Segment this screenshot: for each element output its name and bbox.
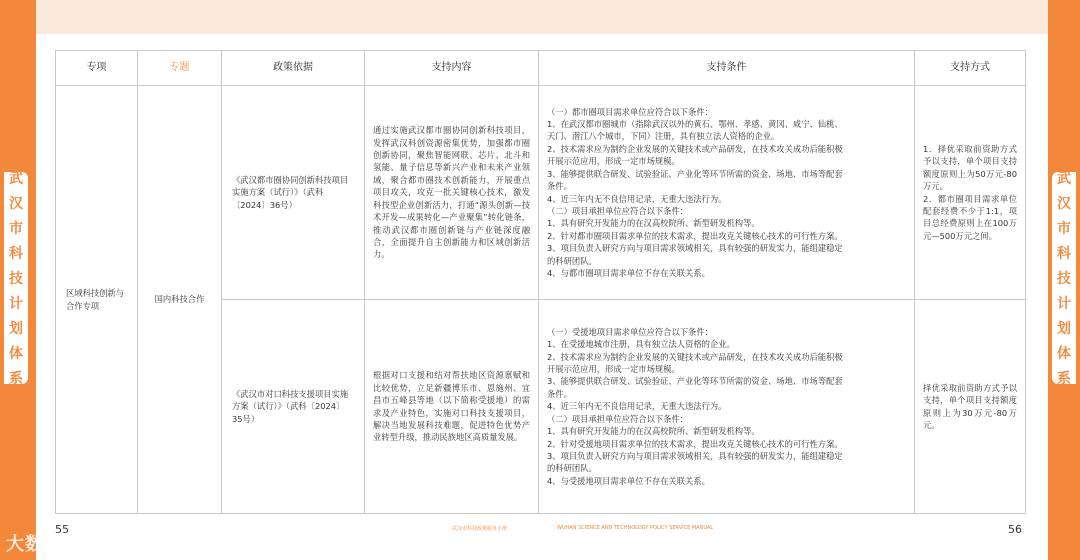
condition-line: 天门、潜江八个城市，下同）注册，具有独立法人资格的企业。	[547, 131, 780, 142]
side-label-char: 武	[9, 170, 23, 187]
header-conditions: 支持条件	[539, 51, 915, 86]
condition-line: （一）受援地项目需求单位应符合以下条件：	[547, 326, 713, 337]
table-row	[56, 86, 1026, 300]
content-cell: 通过实施武汉都市圈协同创新科技项目，发挥武汉科创资源密集优势，加强都市圈创新协同，聚焦智能网联、芯片、北斗和氢能、量子信息等新兴产业和未来产业领域，聚合都市圈技术创新能力，开展重点项目攻关，攻克一批关键核心技术，激发科技型企业创新活力，打通“源头创新—技术开发—成果转化—产业聚集”转化链条，推动武汉都市圈创新链与产业链深度融合，全面提升自主创新能力和区域创新活力。	[365, 86, 539, 300]
footer-title: 武汉市科技政策服务手册	[452, 526, 508, 532]
table-header-row	[56, 51, 1026, 86]
condition-line: 开展示范应用，形成一定市场规模。	[547, 364, 680, 375]
condition-line: 1、在受援地城市注册，具有独立法人资格的企业。	[547, 339, 735, 350]
condition-line: 的科研团队。	[547, 463, 597, 474]
side-label-char: 系	[9, 370, 23, 387]
condition-line: 3、能够提供联合研发、试验验证、产业化等环节所需的资金、场地、市场等配套	[547, 168, 843, 179]
condition-line: 开展示范应用，形成一定市场规模。	[547, 156, 680, 167]
condition-line: 2、技术需求应为制约企业发展的关键技术或产品研发，在技术攻关成功后能积极	[547, 351, 843, 362]
side-label-char: 计	[9, 295, 23, 312]
header-category: 专项	[56, 51, 138, 86]
method-cell: 择优采取前资助方式予以支持，单个项目支持额度原则上为30万元-80万元。	[915, 300, 1026, 514]
side-label-char: 科	[9, 245, 23, 262]
policy-cell: 《武汉市对口科技支援项目实施方案（试行）》（武科〔2024〕35号）	[222, 300, 365, 514]
page-number-left: 55	[55, 523, 69, 536]
condition-line: 2、针对都市圈项目需求单位的技术需求，提出攻克关键核心技术的可行性方案。	[547, 230, 843, 241]
condition-line: （二）项目承担单位应符合以下条件：	[547, 205, 689, 216]
policy-cell: 《武汉都市圈协同创新科技项目实施方案（试行）》（武科〔2024〕36号）	[222, 86, 365, 300]
footer-title-en: WUHAN SCIENCE AND TECHNOLOGY POLICY SERVICE MANUAL	[557, 525, 714, 531]
side-label-char: 划	[1057, 320, 1071, 337]
content-cell: 根据对口支援和结对帮扶地区资源禀赋和比较优势，立足新疆博乐市、恩施州、宜昌市五峰县等地（以下简称受援地）的需求及产业特色，实施对口科技支援项目，解决当地发展科技难题，促进特色优势产业转型升级，推动民族地区高质量发展。	[365, 300, 539, 514]
header-topic: 专题	[138, 51, 222, 86]
condition-line: 2、针对受援地项目需求单位的技术需求，提出攻克关键核心技术的可行性方案。	[547, 438, 843, 449]
condition-line: 4、与受援地项目需求单位不存在关联关系。	[547, 475, 710, 486]
side-label-char: 计	[1057, 295, 1071, 312]
condition-line: 条件。	[547, 388, 572, 399]
topic-cell: 国内科技合作	[138, 86, 222, 514]
side-label-char: 市	[9, 220, 23, 237]
condition-line: 4、近三年内无不良信用记录，无重大违法行为。	[547, 193, 727, 204]
side-label-char: 科	[1057, 245, 1071, 262]
side-label-left	[4, 170, 30, 386]
condition-line: 4、与都市圈项目需求单位不存在关联关系。	[547, 267, 710, 278]
condition-line: 4、近三年内无不良信用记录，无重大违法行为。	[547, 401, 727, 412]
side-label-right	[1050, 170, 1076, 386]
condition-line: （二）项目承担单位应符合以下条件：	[547, 413, 689, 424]
conditions-cell	[539, 300, 915, 514]
conditions-cell	[539, 86, 915, 300]
side-label-char: 汉	[9, 195, 23, 212]
header-method: 支持方式	[915, 51, 1026, 86]
method-cell: 1．择优采取前资助方式予以支持，单个项目支持额度原则上为50万元-80万元。 2．都市圈项目需求单位配套经费不少于1:1，项目总经费原则上在100万元—500万元之间。	[915, 86, 1026, 300]
header-band	[36, 0, 1048, 34]
page-number-right: 56	[1008, 523, 1022, 536]
watermark: 大数跨境	[6, 534, 82, 555]
condition-line: 条件。	[547, 181, 572, 192]
side-label-char: 技	[1057, 270, 1071, 287]
side-label-char: 系	[1057, 370, 1071, 387]
side-label-char: 体	[1057, 345, 1071, 362]
condition-line: 2、技术需求应为制约企业发展的关键技术或产品研发，在技术攻关成功后能积极	[547, 143, 843, 154]
side-label-char: 技	[9, 270, 23, 287]
condition-line: 3、项目负责人研究方向与项目需求领域相关，具有较强的研发实力，能组建稳定	[547, 450, 843, 461]
condition-line: 3、项目负责人研究方向与项目需求领域相关，具有较强的研发实力，能组建稳定	[547, 243, 843, 254]
header-content: 支持内容	[365, 51, 539, 86]
side-label-char: 武	[1057, 170, 1071, 187]
side-label-char: 体	[9, 345, 23, 362]
side-label-char: 汉	[1057, 195, 1071, 212]
policy-table	[55, 50, 1026, 514]
side-label-char: 划	[9, 320, 23, 337]
condition-line: 1、具有研究开发能力的在汉高校院所、新型研发机构等。	[547, 218, 760, 229]
condition-line: 的科研团队。	[547, 255, 597, 266]
condition-line: （一）都市圈项目需求单位应符合以下条件：	[547, 106, 713, 117]
condition-line: 1、具有研究开发能力的在汉高校院所、新型研发机构等。	[547, 426, 760, 437]
header-policy: 政策依据	[222, 51, 365, 86]
condition-line: 3、能够提供联合研发、试验验证、产业化等环节所需的资金、场地、市场等配套	[547, 376, 843, 387]
side-label-char: 市	[1057, 220, 1071, 237]
condition-line: 1、在武汉都市圈城市（指除武汉以外的黄石、鄂州、孝感、黄冈、咸宁、仙桃、	[547, 119, 843, 130]
category-cell: 区域科技创新与合作专项	[56, 86, 138, 514]
